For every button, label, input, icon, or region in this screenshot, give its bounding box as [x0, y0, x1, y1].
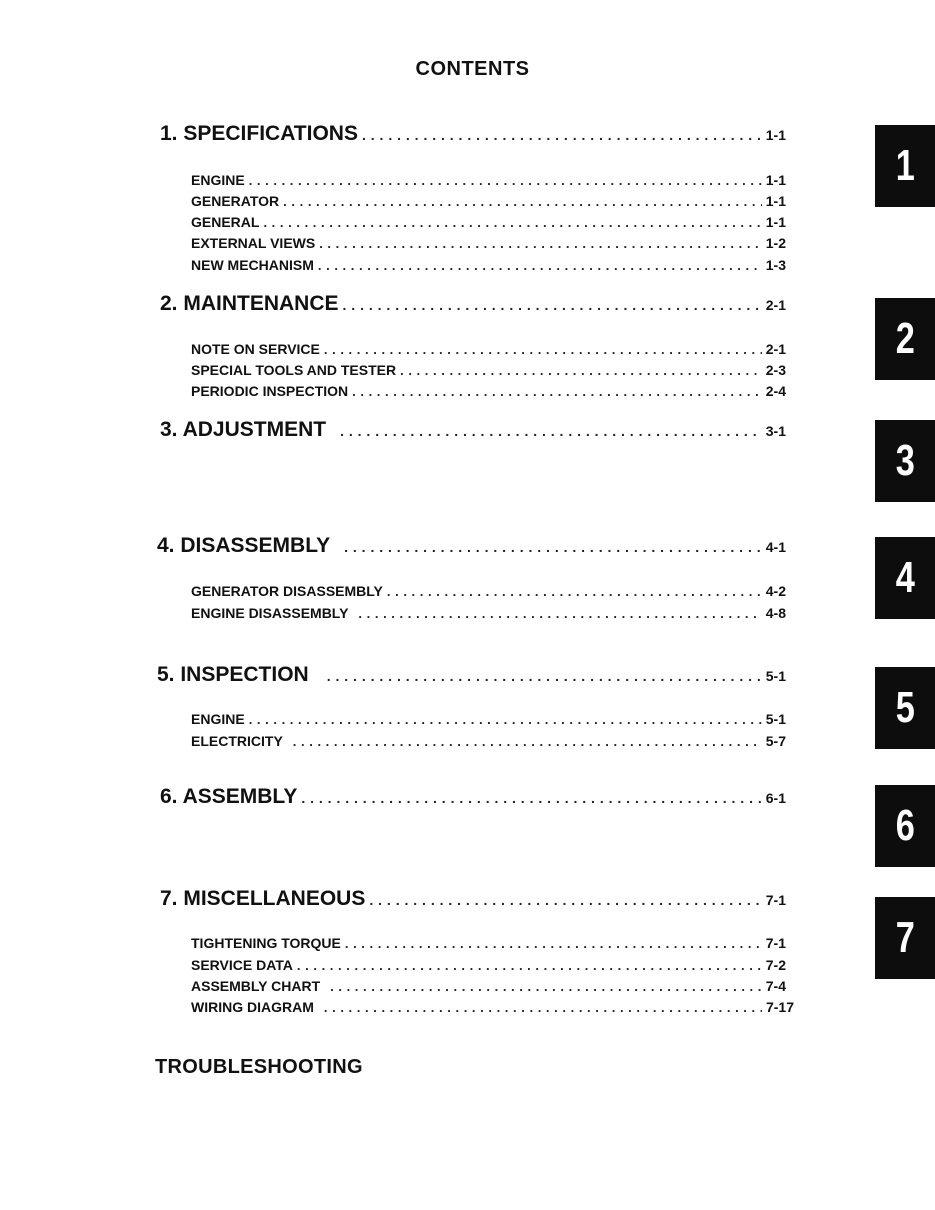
section-tab-3[interactable] [875, 420, 935, 502]
item-page: 1-1 [765, 214, 786, 230]
tab-number: 3 [895, 436, 915, 485]
item-label: SPECIAL TOOLS AND TESTER [191, 362, 397, 378]
section-tab-5[interactable] [875, 667, 935, 749]
item-page: 1-2 [765, 235, 786, 251]
toc-item[interactable] [191, 257, 786, 273]
leader-dots [249, 173, 762, 188]
section-label: 1. SPECIFICATIONS [160, 122, 358, 145]
item-page: 7-17 [765, 999, 794, 1015]
toc-section-adjustment[interactable] [160, 418, 786, 442]
page-title: CONTENTS [415, 58, 530, 80]
toc-section-miscellaneous[interactable] [160, 887, 786, 911]
toc-item[interactable] [191, 935, 786, 951]
item-label: GENERATOR DISASSEMBLY [191, 583, 383, 599]
leader-dots [324, 342, 762, 357]
section-tab-1[interactable] [875, 125, 935, 207]
item-label: WIRING DIAGRAM [191, 999, 314, 1015]
section-label: 2. MAINTENANCE [160, 292, 339, 315]
toc-item[interactable] [191, 711, 786, 727]
tab-number: 2 [895, 314, 915, 363]
item-label: TIGHTENING TORQUE [191, 935, 341, 951]
item-page: 1-3 [765, 257, 786, 273]
tab-number: 6 [895, 801, 915, 850]
tab-number: 4 [895, 553, 915, 602]
section-label: 3. ADJUSTMENT [160, 418, 327, 441]
leader-dots [324, 1000, 762, 1015]
section-page: 2-1 [765, 297, 786, 313]
item-page: 1-1 [765, 172, 786, 188]
item-label: GENERATOR [191, 193, 280, 209]
leader-dots [263, 215, 761, 230]
toc-item[interactable] [191, 362, 786, 378]
section-page: 3-1 [765, 423, 786, 439]
toc-item[interactable] [191, 957, 786, 973]
toc-section-specifications[interactable] [160, 122, 786, 146]
section-label: 6. ASSEMBLY [160, 785, 298, 808]
item-label: ASSEMBLY CHART [191, 978, 321, 994]
toc-section-maintenance[interactable] [160, 292, 786, 316]
toc-item[interactable] [191, 605, 786, 621]
leader-dots [330, 979, 762, 994]
tab-number: 7 [895, 913, 915, 962]
leader-dots [343, 297, 762, 313]
toc-item[interactable] [191, 999, 794, 1015]
leader-dots [400, 363, 762, 378]
item-label: ENGINE [191, 711, 245, 727]
toc-item[interactable] [191, 733, 786, 749]
item-page: 7-1 [765, 935, 786, 951]
item-page: 2-3 [765, 362, 786, 378]
leader-dots [340, 423, 762, 439]
toc-troubleshooting[interactable]: TROUBLESHOOTING [155, 1056, 363, 1078]
item-page: 1-1 [765, 193, 786, 209]
item-label: ENGINE [191, 172, 245, 188]
toc-item[interactable] [191, 172, 786, 188]
toc-section-inspection[interactable] [157, 663, 786, 687]
item-page: 4-2 [765, 583, 786, 599]
toc-section-assembly[interactable] [160, 785, 786, 809]
item-label: NEW MECHANISM [191, 257, 314, 273]
item-label: PERIODIC INSPECTION [191, 383, 349, 399]
tab-number: 1 [895, 141, 915, 190]
item-label: ENGINE DISASSEMBLY [191, 605, 349, 621]
leader-dots [327, 668, 762, 684]
item-label: ELECTRICITY [191, 733, 283, 749]
toc-item[interactable] [191, 383, 786, 399]
toc-item[interactable] [191, 235, 786, 251]
section-page: 6-1 [765, 790, 786, 806]
item-label: NOTE ON SERVICE [191, 341, 320, 357]
toc-section-disassembly[interactable] [157, 534, 786, 558]
toc-item[interactable] [191, 341, 786, 357]
section-tab-6[interactable] [875, 785, 935, 867]
section-tab-7[interactable] [875, 897, 935, 979]
section-tab-4[interactable] [875, 537, 935, 619]
item-page: 7-4 [765, 978, 786, 994]
section-tab-2[interactable] [875, 298, 935, 380]
section-label: 7. MISCELLANEOUS [160, 887, 366, 910]
section-page: 1-1 [765, 127, 786, 143]
leader-dots [352, 384, 762, 399]
leader-dots [319, 236, 762, 251]
toc-item[interactable] [191, 214, 786, 230]
leader-dots [297, 958, 762, 973]
section-label: 4. DISASSEMBLY [157, 534, 331, 557]
section-page: 5-1 [765, 668, 786, 684]
section-page: 4-1 [765, 539, 786, 555]
leader-dots [369, 892, 761, 908]
item-label: GENERAL [191, 214, 260, 230]
item-label: EXTERNAL VIEWS [191, 235, 316, 251]
item-page: 2-1 [765, 341, 786, 357]
item-page: 5-7 [765, 733, 786, 749]
section-label: 5. INSPECTION [157, 663, 309, 686]
toc-item[interactable] [191, 193, 786, 209]
toc-item[interactable] [191, 978, 786, 994]
leader-dots [301, 790, 761, 806]
tab-number: 5 [895, 683, 915, 732]
item-page: 4-8 [765, 605, 786, 621]
toc-item[interactable] [191, 583, 786, 599]
leader-dots [344, 539, 762, 555]
section-page: 7-1 [765, 892, 786, 908]
leader-dots [293, 734, 762, 749]
item-label: SERVICE DATA [191, 957, 293, 973]
leader-dots [318, 258, 762, 273]
item-page: 5-1 [765, 711, 786, 727]
leader-dots [345, 936, 762, 951]
item-page: 7-2 [765, 957, 786, 973]
leader-dots [249, 712, 762, 727]
leader-dots [362, 127, 762, 143]
leader-dots [283, 194, 762, 209]
leader-dots [358, 606, 761, 621]
leader-dots [387, 584, 762, 599]
item-page: 2-4 [765, 383, 786, 399]
